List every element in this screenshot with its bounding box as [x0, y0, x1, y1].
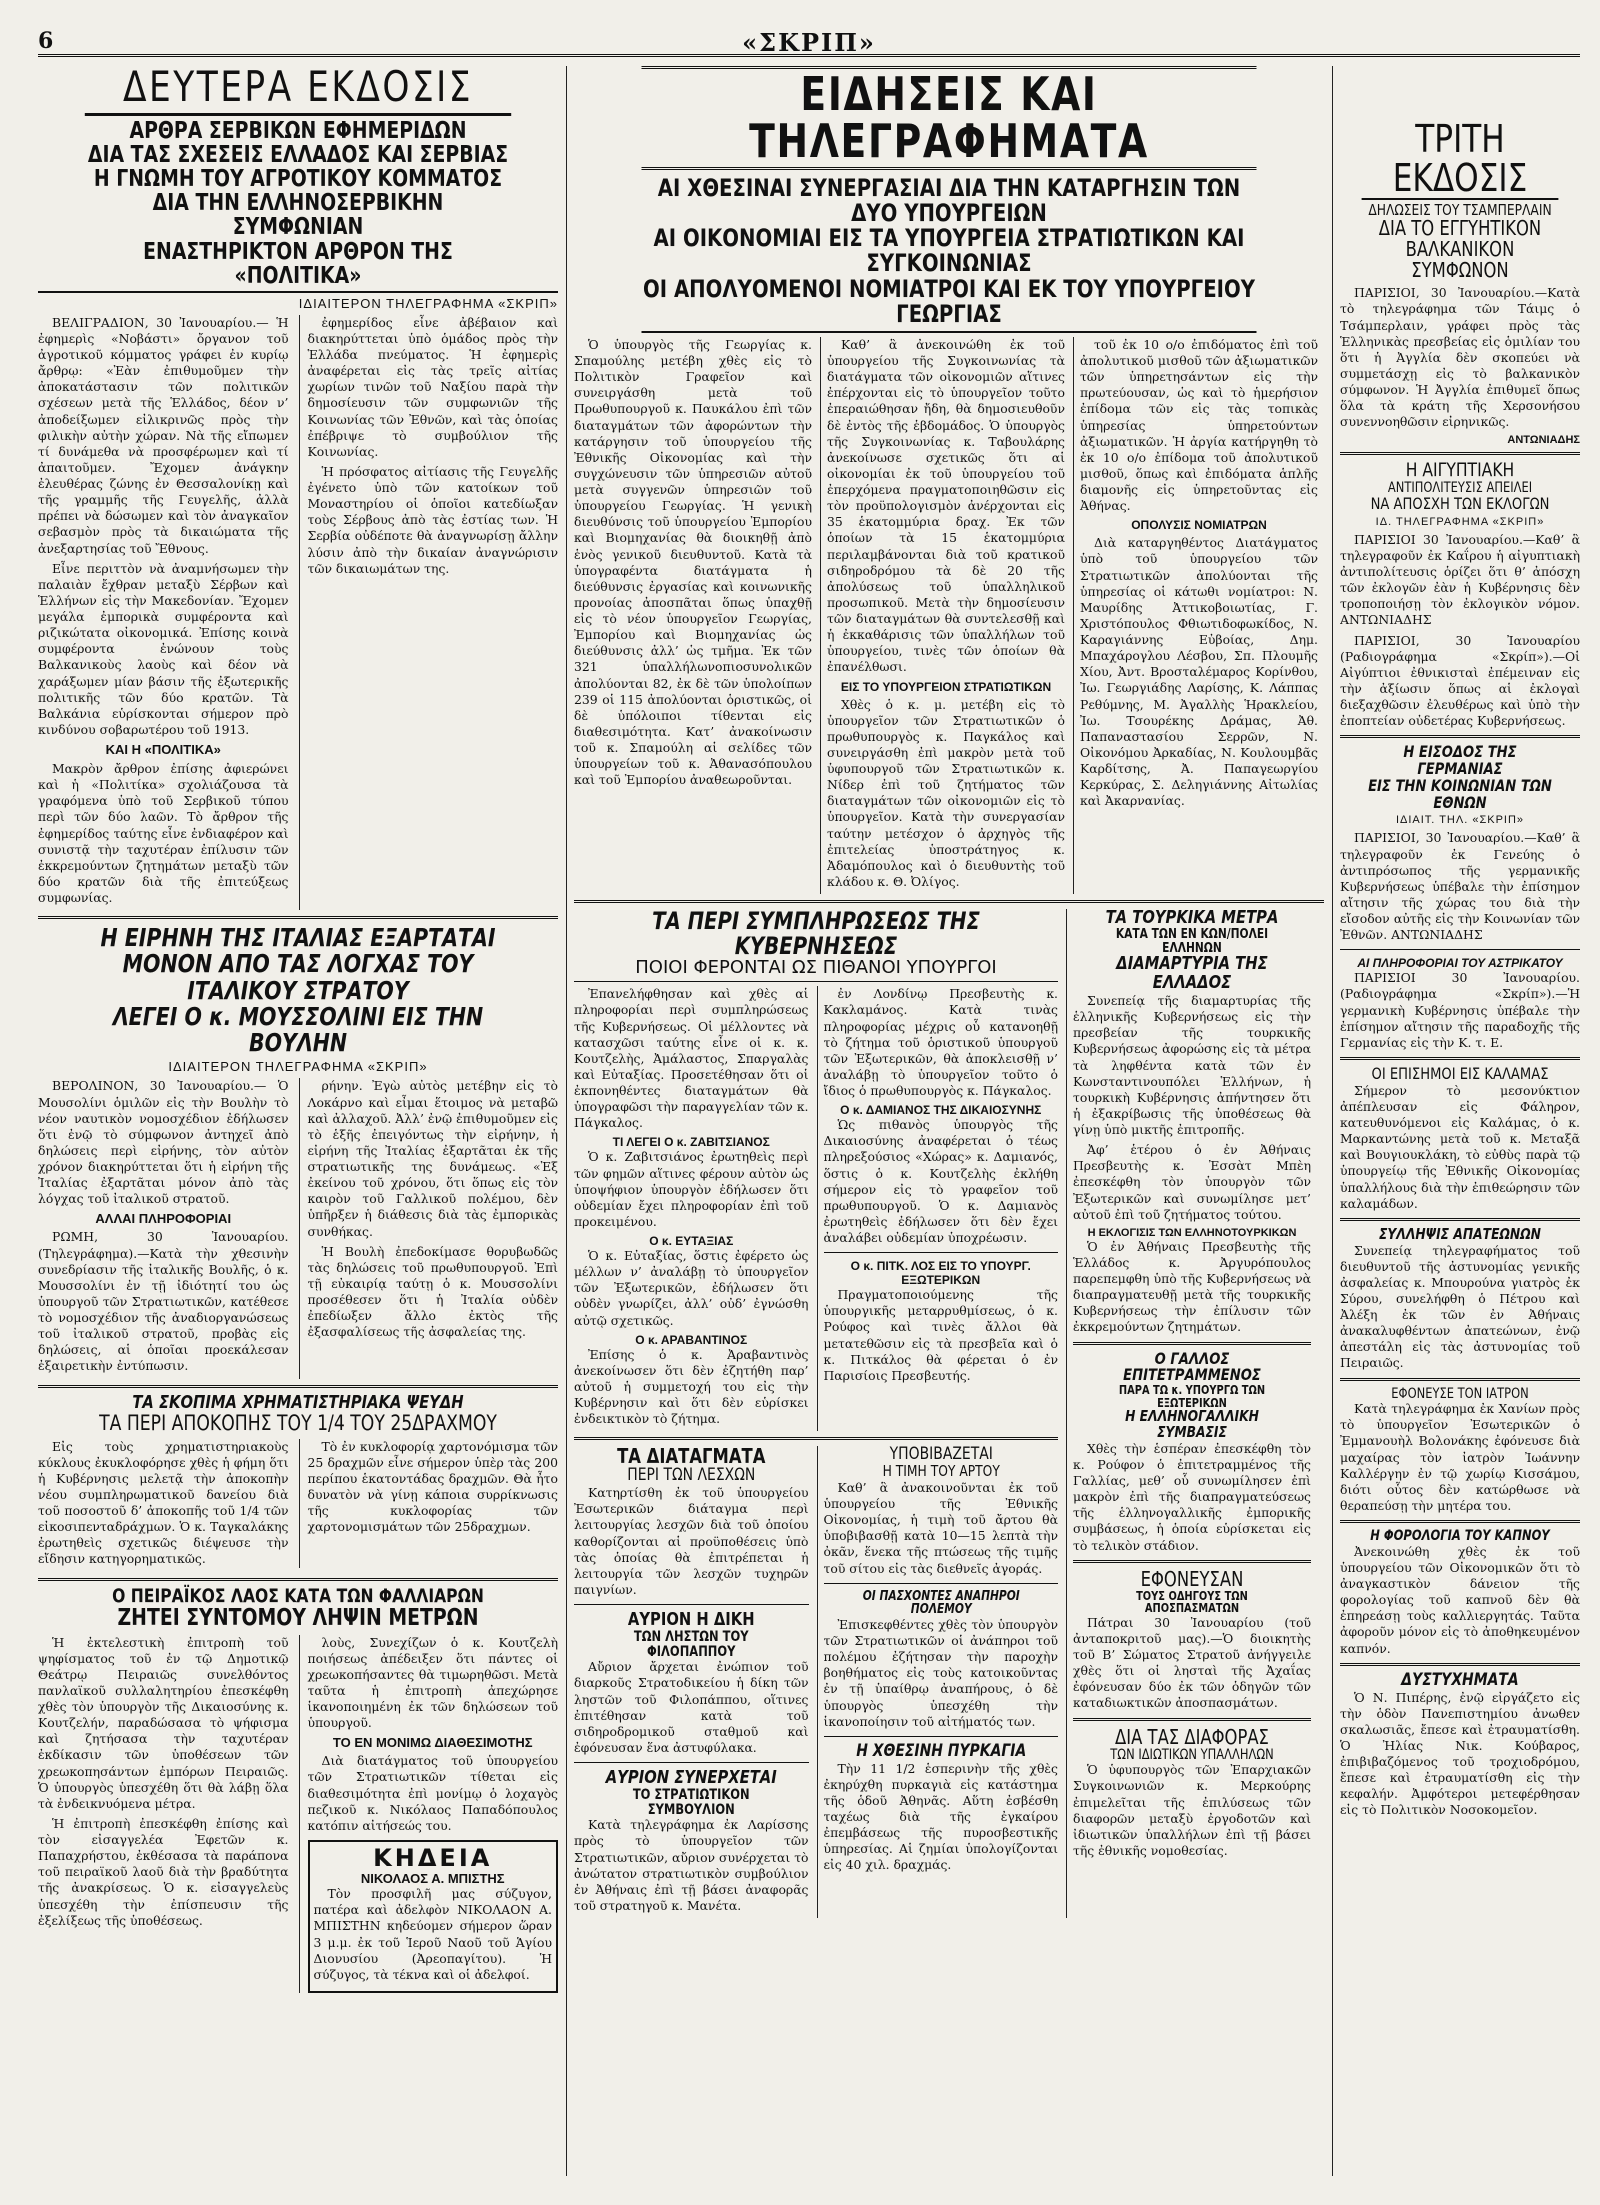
germany-credit: ΙΔΙΑΙΤ. ΤΗΛ. «ΣΚΡΙΠ» — [1395, 814, 1525, 827]
stock-headline: ΤΑ ΠΕΡΙ ΑΠΟΚΟΠΗΣ ΤΟΥ 1/4 ΤΟΥ 25ΔΡΑΧΜΟΥ — [99, 1411, 497, 1436]
cabinet-body: ἐν Λονδίνῳ Πρεσβευτὴς κ. Κακλαμάνος. Κατὰ τινὰς πληροφορίας μέχρις οὗ κατανοηθῇ τὸ ζήτημα τοῦ ὁριστικοῦ ὑπουργοῦ τῶν Ἐξωτερικῶν, θὰ ἀποκλεισθῇ ν’ ἀναλάβῃ τὸ ὑπουργεῖον τοῦτο ὁ ἴδιος ὁ πρωθυπουργὸς κ. Πάγκαλος. — [823, 986, 1058, 1099]
elev-heading: Η ΕΚΛΟΓΙΣΙΣ ΤΩΝ ΕΛΛΗΝΟΤΟΥΡΚΙΚΩΝ — [1087, 1226, 1297, 1239]
serbian-credit: ΙΔΙΑΙΤΕΡΟΝ ΤΗΛΕΓΡΑΦΗΜΑ «ΣΚΡΙΠ» — [298, 295, 558, 311]
egypt-credit: ΙΔ. ΤΗΛΕΓΡΑΦΗΜΑ «ΣΚΡΙΠ» — [1375, 515, 1545, 528]
piraeus-body: Ἡ ἐπιτροπὴ ἐπεσκέφθη ἐπίσης καὶ τὸν εἰσαγγελέα Ἐφετῶν κ. Παπαχρήστου, ἐκθέσασα τὰ παράπονα τοῦ πειραϊκοῦ λαοῦ διὰ τὴν βραδύτητα τῆς ἀνακρίσεως. Ὁ κ. εἰσαγγελεὺς ὑπεσχέθη τὴν ἐπίσπευσιν τῆς ἐξελίξεως τῆς ὑποθέσεως. — [38, 1815, 289, 1928]
tobacco-body: Ἀνεκοινώθη χθὲς ἐκ τοῦ ὑπουργείου τῶν Οἰκονομικῶν ὅτι τὸ ἀναγκαστικὸν δάνειον τῆς φορολογίας τοῦ καπνοῦ δὲν θὰ ἐπηρεάσῃ τοὺς καλλιεργητάς. Ταῦτα ἀφοροῦν μόνον εἰς τὸ ἀποθηκευμένον καπνόν. — [1340, 1543, 1580, 1656]
turkey-body: Συνεπείᾳ τῆς διαμαρτυρίας τῆς ἑλληνικῆς Κυβερνήσεως εἰς τὴν πρεσβείαν τῆς τουρκικῆς Κυβερνήσεως ἀφορώσης εἰς τὰ μέτρα τὰ ληφθέντα κατὰ τῶν ἐν Κωνσταντινουπόλει Ἑλλήνων, ἡ τουρκικὴ Κυβέρνησις ἀπήντησεν ὅτι ἡ ἐξακρίβωσις τῆς ὑποθέσεως θὰ γίνῃ ὑπὸ μικτῆς ἐπιτροπῆς. — [1073, 993, 1311, 1138]
germany-headline: Η ΕΙΣΟΔΟΣ ΤΗΣ ΓΕΡΜΑΝΙΑΣ — [1403, 742, 1517, 779]
serbian-headline-line: ΑΡΘΡΑ ΣΕΡΒΙΚΩΝ ΕΦΗΜΕΡΙΔΩΝ — [129, 117, 467, 144]
clubs-body: Κατηρτίσθη ἐκ τοῦ ὑπουργείου Ἐσωτερικῶν διάταγμα περὶ λειτουργίας λεσχῶν διὰ τοῦ ὁποίου καθορίζονται αἱ προϋποθέσεις ὑπὸ τὰς ὁποίας θὰ ἐπιτρέπεται ἡ λειτουργία τῶν λεσχῶν τυχηρῶν παιγνίων. — [574, 1485, 809, 1597]
french-headline: ΠΑΡΑ ΤΩ κ. ΥΠΟΥΡΓΩ ΤΩΝ ΕΞΩΤΕΡΙΚΩΝ — [1118, 1383, 1266, 1410]
arav-heading: Ο κ. ΑΡΑΒΑΝΤΙΝΟΣ — [635, 1332, 748, 1347]
serbian-body: Εἶνε περιττὸν νὰ ἀναμνήσωμεν τὴν παλαιὰν ἔχθραν μεταξὺ Σέρβων καὶ Ἑλλήνων εἰς τὴν Μακεδονίαν. Ἔχομεν μεγάλα ἐμπορικὰ συμφέροντα καὶ ριζικώτατα οἰκονομικά. Ἐπίσης κοινὰ συμφέροντα ἐνώνουν τοὺς Βαλκανικοὺς λαοὺς καὶ δέον νὰ χαράξωμεν μίαν βάσιν τῆς ἐξωτερικῆς πολιτικῆς τῶν δύο κρατῶν. Τὰ Βαλκάνια εὑρίσκονται σήμερον πρὸ κινδύνου σοβαρωτέρου τοῦ 1913. — [38, 560, 289, 737]
army-heading: ΕΙΣ ΤΟ ΥΠΟΥΡΓΕΙΟΝ ΣΤΡΑΤΙΩΤΙΚΩΝ — [840, 679, 1052, 694]
war-headline: ΟΙ ΠΑΣΧΟΝΤΕΣ ΑΝΑΠΗΡΟΙ ΠΟΛΕΜΟΥ — [862, 1588, 1020, 1618]
serbian-headline — [38, 116, 558, 293]
egypt-headline: ΝΑ ΑΠΟΣΧΗ ΤΩΝ ΕΚΛΟΓΩΝ — [1370, 494, 1550, 513]
piraeus-headline: ΖΗΤΕΙ ΣΥΝΤΟΜΟΥ ΛΗΨΙΝ ΜΕΤΡΩΝ — [117, 1605, 479, 1632]
employees-body: Ὁ ὑφυπουργὸς τῶν Ἐπαρχιακῶν Συγκοινωνιῶν κ. Μερκούρης ἐπιμελεῖται τῆς ἐπιλύσεως τῶν διαφορῶν μεταξὺ ἐργοδοτῶν καὶ ἰδιωτικῶν ὑπαλλήλων ἐπὶ τῇ βάσει τῆς ἐθνικῆς νομοθεσίας. — [1073, 1762, 1311, 1858]
turkey-headline: ΤΑ ΤΟΥΡΚΙΚΑ ΜΕΤΡΑ — [1105, 907, 1279, 929]
council-body: Κατὰ τηλεγράφημα ἐκ Λαρίσσης πρὸς τὸ ὑπουργεῖον τῶν Στρατιωτικῶν, αὔριον συνέρχεται τὸ ἀνώτατον στρατιωτικὸν συμβούλιον ἐν Ἀθήναις ἐπὶ τῇ βάσει ἀναφορᾶς τοῦ στρατηγοῦ κ. Μανέτα. — [574, 1817, 809, 1913]
bread-body: Καθ’ ἃ ἀνακοινοῦνται ἐκ τοῦ ὑπουργείου τῆς Ἐθνικῆς Οἰκονομίας, ἡ τιμὴ τοῦ ἄρτου θὰ ὑποβιβασθῇ κατὰ 10—15 λεπτὰ τὴν ὀκᾶν, ἕνεκα τῆς πτώσεως τῆς τιμῆς τοῦ σίτου εἰς τὰς διεθνεῖς ἀγοράς. — [823, 1479, 1058, 1576]
egypt-headline: Η ΑΙΓΥΠΤΙΑΚΗ — [1405, 459, 1515, 482]
cabinet-headline: ΤΑ ΠΕΡΙ ΣΥΜΠΛΗΡΩΣΕΩΣ ΤΗΣ ΚΥΒΕΡΝΗΣΕΩΣ — [652, 907, 980, 961]
cabinet-body: Ἐπίσης ὁ κ. Ἀραβαντινὸς ἀνεκοίνωσεν ὅτι δὲν ἐζητήθη παρ’ αὐτοῦ ἡ συμμετοχή του εἰς τὴν Κυβέρνησιν καὶ ὅτι δὲν εὑρίσκει ἐνδεικτικὸν τὸ ζήτημα. — [574, 1346, 809, 1427]
council-headline: ΤΟ ΣΤΡΑΤΙΩΤΙΚΟΝ ΣΥΜΒΟΥΛΙΟΝ — [632, 1786, 750, 1818]
news-banner: ΕΙΔΗΣΕΙΣ ΚΑΙ ΤΗΛΕΓΡΑΦΗΜΑΤΑ — [642, 66, 1257, 170]
funeral-body: Τὸν προσφιλῆ μας σύζυγον, πατέρα καὶ ἀδελφὸν ΝΙΚΟΛΑΟΝ Α. ΜΠΙΣΤΗΝ κηδεύομεν σήμερον ὥραν 3 μ.μ. ἐκ τοῦ Ἱεροῦ Ναοῦ τοῦ Ἁγίου Διονυσίου (Ἀρεοπαγίτου). Ἡ σύζυγος, τὰ τέκνα καὶ οἱ ἀδελφοί. — [313, 1886, 552, 1982]
italy-body: ΒΕΡΟΛΙΝΟΝ, 30 Ἰανουαρίου.— Ὁ Μουσολίνι ὁμιλῶν εἰς τὴν Βουλὴν τὸ νέον ναυτικὸν νομοσχέδιον ἐδήλωσεν ὅτι ἐνῷ τὸ σύμφωνον ἀντηχεῖ ἀπὸ δηλώσεις περὶ εἰρήνης, τὸν αὐτὸν χρόνον διακηρύττεται ὅτι ἡ εἰρήνη τῆς Ἰταλίας ἐξαρτᾶται μόνον ἀπὸ τὰς λόγχας τοῦ ἰταλικοῦ στρατοῦ. — [38, 1078, 289, 1207]
french-body: Χθὲς τὴν ἑσπέραν ἐπεσκέφθη τὸν κ. Ρούφον ὁ ἐπιτετραμμένος τῆς Γαλλίας, μεθ’ οὗ συνωμίλησεν ἐπὶ μακρὸν ἐπὶ τῆς διαπραγματεύσεως τῆς ἑλληνογαλλικῆς ἐμπορικῆς συμβάσεως, ἡ ὁποία εὑρίσκεται εἰς τὸ τελικὸν στάδιον. — [1073, 1440, 1311, 1553]
stock-headline: ΤΑ ΣΚΟΠΙΜΑ ΧΡΗΜΑΤΙΣΤΗΡΙΑΚΑ ΨΕΥΔΗ — [132, 1391, 464, 1413]
fire-headline: Η ΧΘΕΣΙΝΗ ΠΥΡΚΑΓΙΑ — [855, 1740, 1026, 1761]
murder-headline: ΕΦΟΝΕΥΣΑΝ — [1140, 1566, 1244, 1591]
tplis-heading: Ο κ. ΠΙΤΚ. ΛΟΣ ΕΙΣ ΤΟ ΥΠΟΥΡΓ. ΕΞΩΤΕΡΙΚΩΝ — [850, 1259, 1031, 1288]
serbian-headline-line: ΔΙΑ ΤΗΝ ΕΛΛΗΝΟΣΕΡΒΙΚΗΝ ΣΥΜΦΩΝΙΑΝ — [152, 190, 444, 241]
astronomy-body: ΠΑΡΙΣΙΟΙ 30 Ἰανουαρίου. (Ραδιογράφημα «Σκρίπ»).—Ἡ γερμανικὴ Κυβέρνησις ὑπέβαλε τὴν ἐπίσημον αἴτησιν τῆς παραδοχῆς τῆς Γερμανίας εἰς τὴν Κ. τ. Ε. — [1340, 970, 1580, 1050]
tobacco-headline: Η ΦΟΡΟΛΟΓΙΑ ΤΟΥ ΚΑΠΝΟΥ — [1370, 1528, 1550, 1545]
bandits-headline: ΤΩΝ ΛΗΣΤΩΝ ΤΟΥ ΦΙΛΟΠΑΠΠΟΥ — [633, 1628, 749, 1660]
germany-body: ΠΑΡΙΣΙΟΙ, 30 Ἰανουαρίου.—Καθ’ ἃ τηλεγραφοῦν ἐκ Γενεύης ὁ ἀντιπρόσωπος τῆς γερμανικῆς Κυβερνήσεως ὑπέβαλε τὴν ἐπίσημον αἴτησιν τῆς χώρας του διὰ τὴν εἴσοδον αὐτῆς εἰς τὴν Κοινωνίαν τῶν Ἐθνῶν. ΑΝΤΩΝΙΑΔΗΣ — [1340, 830, 1580, 943]
retire-heading: ΤΟ ΕΝ ΜΟΝΙΜΩ ΔΙΑΘΕΣΙΜΟΤΗΣ — [332, 1735, 533, 1751]
serbian-body: ΒΕΛΙΓΡΑΔΙΟΝ, 30 Ἰανουαρίου.— Ἡ ἐφημερὶς «Νοβάστι» ὄργανον τοῦ ἀγροτικοῦ κόμματος γράφει ἐν κυρίῳ ἄρθρῳ: «Ἐὰν ἐπιθυμοῦμεν τὴν ἀποκατάστασιν τῶν πολιτικῶν σχέσεων μετὰ τῆς Ἑλλάδος, δέον ν’ ἀποδείξωμεν εἰλικρινῶς πρὸς τὴν φιλικὴν αὐτὴν χώραν. Νὰ τῆς εἴπωμεν τί δυνάμεθα νὰ προσφέρωμεν καὶ τί ἀπαιτοῦμεν. Ἔχομεν ἀνάγκην ἐλευθέρας ζώνης ἐν Θεσσαλονίκῃ καὶ τῆς γραμμῆς τῆς Γευγελῆς, ἀλλὰ πρέπει νὰ δώσωμεν καὶ τὸν ἀναγκαῖον σεβασμὸν πρὸς τὰ δικαιώματα τῆς ἀνεξαρτησίας τοῦ Ἔθνους. — [38, 314, 289, 556]
doctor-headline: ΕΦΟΝΕΥΣΕ ΤΟΝ ΙΑΤΡΟΝ — [1391, 1385, 1529, 1402]
war-body: Ἐπισκεφθέντες χθὲς τὸν ὑπουργὸν τῶν Στρατιωτικῶν οἱ ἀνάπηροι τοῦ πολέμου ἐζήτησαν τὴν παροχὴν βοηθήματος εἰς τοὺς κατοικοῦντας ἐν τῇ ὑπαίθρῳ ἀναπήρους, ὁ δὲ ὑπουργὸς ὑπεσχέθη τὴν ἱκανοποίησιν τοῦ αἰτήματός των. — [823, 1616, 1058, 1729]
cabinet-body: Ἐπανελήφθησαν καὶ χθὲς αἱ πληροφορίαι περὶ συμπληρώσεως τῆς Κυβερνήσεως. Οἱ μέλλοντες νὰ κατασχῶσι ταύτης εἶνε οἱ κ. κ. Κουτζελὴς, Ἀμάλαστος, Σπαργαλὰς καὶ Εὐταξίας. Προσετέθησαν ὅτι οἱ ἐκπονηθέντες διαταγμάτων θὰ ὑπογραφῶσι τὴν παραγγελίαν τῶν κ. Πάγκαλος. — [574, 986, 809, 1131]
cabinet-body: Ὁ κ. Ζαβιτσιάνος ἐρωτηθεὶς περὶ τῶν φημῶν αἵτινες φέρουν αὐτὸν ὡς ὑποψήφιον ὑπουργὸν ἐδήλωσεν ὅτι οὐδεμίαν ἔχει πληροφορίαν ἐπὶ τοῦ προκειμένου. — [574, 1149, 809, 1229]
politika-heading: ΚΑΙ Η «ΠΟΛΙΤΙΚΑ» — [105, 742, 221, 758]
french-headline: Ο ΓΑΛΛΟΣ ΕΠΙΤΕΤΡΑΜΜΕΝΟΣ — [1123, 1348, 1261, 1385]
murder-body: Πάτραι 30 Ἰανουαρίου (τοῦ ἀνταποκριτοῦ μας).—Ὁ διοικητὴς τοῦ Β’ Σώματος Στρατοῦ ἀνήγγειλε χθὲς ὅτι οἱ λησταὶ τῆς Ἀχαΐας ἐφόνευσαν δύο ἐκ τῶν ὁδηγῶν τῶν καταδιωκτικῶν ἀποσπασμάτων. — [1073, 1614, 1311, 1711]
serbian-body: Ἡ πρόσφατος αἰτίασις τῆς Γευγελῆς ἐγένετο ὑπὸ τῶν κατοίκων τοῦ Μοναστηρίου οἱ ὁποῖοι κατεδίωξαν τοὺς Σέρβους ἀπὸ τὰς ἐστίας των. Ἡ Σερβία οὐδέποτε θὰ ἀναγνωρίσῃ ἄλλην λύσιν ἀπὸ τὴν δικαίαν ἀναγνώρισιν τῶν δικαιωμάτων της. — [307, 463, 558, 576]
swindlers-headline: ΣΥΛΛΗΨΙΣ ΑΠΑΤΕΩΝΩΝ — [1378, 1224, 1541, 1243]
funeral-notice — [308, 1840, 559, 1993]
zab-heading: ΤΙ ΛΕΓΕΙ Ο κ. ΖΑΒΙΤΣΙΑΝΟΣ — [612, 1135, 770, 1150]
kalamas-headline: ΟΙ ΕΠΙΣΗΜΟΙ ΕΙΣ ΚΑΛΑΜΑΣ — [1371, 1063, 1549, 1083]
balkan-body: ΠΑΡΙΣΙΟΙ, 30 Ἰανουαρίου.—Κατὰ τὸ τηλεγράφημα τῶν Τάιμς ὁ Τσάμπερλαιν, γράφει πρὸς τὰς Ἑλληνικὰς πρεσβείας εἰς ὁμιλίαν του ὅτι ἡ Ἀγγλία δὲν σκοπεύει νὰ συμμετάσχῃ εἰς τὸ βαλκανικὸν σύμφωνον. Ἡ Ἀγγλία ἐπιθυμεῖ ὅπως ὅλα τὰ κράτη τῆς Χερσονήσου συνεννοηθῶσιν εἰρηνικῶς. — [1340, 285, 1580, 430]
ministries-body: Διὰ καταργηθέντος Διατάγματος ὑπὸ τοῦ ὑπουργείου τῶν Στρατιωτικῶν ἀπολύονται τῆς ὑπηρεσίας οἱ κάτωθι νομίατροι: Ν. Μαυρίδης Ἀττικοβοιωτίας, Γ. Χριστόπουλος Φθιωτιδοφωκίδος, Ν. Καραγιάννης Εὐβοίας, Δημ. Μπαχάρογλου Λέσβου, Σπ. Πλουμῆς Χίου, Ἀντ. Βροσταλέμαρος Κορίνθου, Ἰω. Γεωργιάδης Λαρίσης, Κ. Λάππας Ρεθύμνης, Μ. Ἀγαλλὴς Ἡρακλείου, Ἰω. Τσουρέκης Δράμας, Ἀθ. Παπαναστασίου Σερρῶν, Ν. Οἰκονόμου Ἀρκαδίας, Ν. Κουλουμβᾶς Καρδίτσης, Ἀ. Παπαγεωργίου Κερκύρας, Σ. Δεληγιάννης Αἰτωλίας καὶ Ἀκαρνανίας. — [1080, 535, 1318, 809]
masthead — [38, 28, 1580, 57]
serbian-headline-line: Η ΓΝΩΜΗ ΤΟΥ ΑΓΡΟΤΙΚΟΥ ΚΟΜΜΑΤΟΣ — [93, 166, 503, 193]
clubs-headline: ΤΑ ΔΙΑΤΑΓΜΑΤΑ — [617, 1444, 766, 1469]
italy-headline-line: Η ΕΙΡΗΝΗ ΤΗΣ ΙΤΑΛΙΑΣ ΕΞΑΡΤΑΤΑΙ — [100, 923, 496, 953]
piraeus-headline: Ο ΠΕΙΡΑΪΚΟΣ ΛΑΟΣ ΚΑΤΑ ΤΩΝ ΦΑΛΛΙΑΡΩΝ — [112, 1584, 484, 1607]
ministries-body: Χθὲς ὁ κ. μ. μετέβη εἰς τὸ ὑπουργεῖον τῶν Στρατιωτικῶν ὁ πρωθυπουργὸς κ. Παγκάλος καὶ συνειργάσθη ἐπὶ μακρὸν μετὰ τοῦ ὑφυπουργοῦ τῶν Στρατιωτικῶν κ. Νίδερ ἐπὶ τοῦ ζητήματος τῶν διαταγμάτων τῶν οἰκονομιῶν εἰς τὸ ὑπουργεῖον. Κατὰ τὴν συνεργασίαν ταύτην μετέσχον ὁ ἀρχηγὸς τῆς ἐπιτελείας ὑποστράτηγος κ. Ἀδαμόπουλος καὶ ὁ διευθυντὴς τοῦ κλάδου κ. Θ. Ὀλίγος. — [827, 696, 1065, 889]
serbian-headline-line: ΕΝΑΣΤΗΡΙΚΤΟΝ ΑΡΘΡΟΝ ΤΗΣ «ΠΟΛΙΤΙΚΑ» — [143, 238, 453, 289]
cabinet-body: Ὁ κ. Εὐταξίας, ὅστις ἐφέρετο ὡς μέλλων ν’ ἀναλάβῃ τὸ ὑπουργεῖον τῶν Ἐξωτερικῶν, ἐδήλωσεν ὅτι οὐδὲν γνωρίζει, ἀλλ’ οὐδ’ ἐγνώσθη αὐτῷ σχετικῶς. — [574, 1248, 809, 1328]
serbian-body: ἐφημερίδος εἶνε ἀβέβαιον καὶ διακηρύττεται ὑπὸ ὁμάδος πρὸς τὴν Ἑλλάδα πνεύματος. Ἡ ἐφημερὶς ἀναφέρεται εἰς τὰς τρεῖς αἰτίας χωρίων τινῶν τοῦ Ναξίου παρὰ τὴν δημοσίευσιν τῶν συμφωνιῶν τῆς Κοινωνίας τῶν Ἐθνῶν, καὶ τὰς ὁποίας ἐπέβριψε τὸ συμβούλιον τῆς Κοινωνίας. — [307, 314, 558, 459]
french-headline: Η ΕΛΛΗΝΟΓΑΛΛΙΚΗ ΣΥΜΒΑΣΙΣ — [1125, 1407, 1259, 1442]
italy-body: Ἡ Βουλὴ ἐπεδοκίμασε θορυβωδῶς τὰς δηλώσεις τοῦ πρωθυπουργοῦ. Ἐπὶ τῇ εὐκαιρίᾳ ταύτῃ ὁ κ. Μουσσολίνι προσέθεσεν ὅτι ἡ Ἰταλία οὐδὲν ἐπεδίωξεν ἄλλο ἐκτὸς τῆς ἐξασφαλίσεως τῆς ἀσφαλείας της. — [307, 1243, 558, 1340]
piraeus-body: Ἡ ἐκτελεστικὴ ἐπιτροπὴ τοῦ ψηφίσματος τοῦ ἐν τῷ Δημοτικῷ Θεάτρῳ Πειραιῶς συνελθόντος πανλαϊκοῦ συλλαλητηρίου ἐπεσκέφθη χθὲς τὸν ὑπουργὸν τῆς Δικαιοσύνης κ. Κουτζελήν, παραδώσασα τὸ ψήφισμα καὶ ζητήσασα τὴν ταχυτέραν ἐκδίκασιν τῶν ὑποθέσεων τῶν χρεωκοπησάντων ἐμπόρων Πειραιῶς. Ὁ ὑπουργὸς ὑπεσχέθη ὅτι θὰ λάβῃ ὅλα τὰ ἐνδεικνυόμενα μέτρα. — [38, 1634, 289, 1811]
balkan-headline: ΒΑΛΚΑΝΙΚΟΝ ΣΥΜΦΩΝΟΝ — [1405, 237, 1515, 283]
italy-headline-line: ΜΟΝΟΝ ΑΠΟ ΤΑΣ ΛΟΓΧΑΣ ΤΟΥ ΙΤΑΛΙΚΟΥ ΣΤΡΑΤΟΥ — [122, 949, 474, 1005]
balkan-headline: ΔΗΛΩΣΕΙΣ ΤΟΥ ΤΣΑΜΠΕΡΛΑΙΝ — [1368, 200, 1552, 219]
misfortune-body: Ὁ Ν. Πιπέρης, ἐνῷ εἰργάζετο εἰς τὴν ὁδὸν Πανεπιστημίου ἀνωθεν σκαλωσιᾶς, ἔπεσε καὶ ἐτραυματίσθη. Ὁ Ἠλίας Νικ. Κούβαρος, ἐπιβιβαζόμενος τοῦ τροχιοδρόμου, ἔπεσε καὶ ἐτραυματίσθη εἰς τὴν κεφαλήν. Ἀμφότεροι μετεφέρθησαν εἰς τὸ Πολιτικὸν Νοσοκομεῖον. — [1340, 1689, 1580, 1818]
bread-headline: ΥΠΟΒΙΒΑΖΕΤΑΙ — [889, 1444, 993, 1465]
italy-other-heading: ΑΛΛΑΙ ΠΛΗΡΟΦΟΡΙΑΙ — [95, 1211, 232, 1227]
council-headline: ΑΥΡΙΟΝ ΣΥΝΕΡΧΕΤΑΙ — [605, 1767, 777, 1789]
ministries-body: Καθ’ ἃ ἀνεκοινώθη ἐκ τοῦ ὑπουργείου τῆς Συγκοινωνίας τὰ διατάγματα τῶν οἰκονομιῶν αἵτινες ἐπέρχονται εἰς τὸ ὑπουργεῖον τοῦτο ἐπεραιώθησαν ἤδη, θὰ δημοσιευθοῦν δὲ ἐντὸς τῆς ἑβδομάδος. Ὁ ὑπουργὸς τῆς Συγκοινωνίας κ. Ταβουλάρης ἀνεκοίνωσε σχετικῶς ὅτι αἱ οἰκονομίαι ἐκ τοῦ ὑπουργείου τοῦ ἐπερχόμενα πραγματοποιηθῶσιν εἰς τὸν προϋπολογισμὸν ἀνέρχονται εἰς 35 ἑκατομμύρια δραχ. Ἐκ τῶν ὁποίων τὰ 15 ἑκατομμύρια περιλαμβάνονται διὰ τοῦ κρατικοῦ σιδηροδρόμου τὰ δὲ 20 τῆς ἀπολύσεως τοῦ ὑπαλληλικοῦ προσωπικοῦ. Μετὰ τὴν δημοσίευσιν τῶν διαταγμάτων θὰ συντελεσθῇ καὶ ἡ ἐκκαθάρισις τῶν ὑπαλλήλων τοῦ ὑπουργείου, τινὲς τῶν ὁποίων θὰ ἐπανέλθωσι. — [827, 336, 1065, 675]
italy-body: ΡΩΜΗ, 30 Ἰανουαρίου. (Τηλεγράφημα).—Κατὰ τὴν χθεσινὴν συνεδρίασιν τῆς ἰταλικῆς Βουλῆς, ὁ κ. Μουσσολίνι ἐν τῇ ἰδιότητί του ὡς ὑπουργοῦ τῶν Στρατιωτικῶν, κατέθεσε τὸ νομοσχέδιον τῆς ἀναδιοργανώσεως τοῦ ἰταλικοῦ στρατοῦ, προβὰς εἰς δηλώσεις, αἱ ὁποῖαι προεκάλεσαν ἐξαιρετικὴν ἐντύπωσιν. — [38, 1229, 289, 1374]
misfortune-headline: ΔΥΣΤΥΧΗΜΑΤΑ — [1401, 1669, 1519, 1690]
germany-headline: ΕΙΣ ΤΗΝ ΚΟΙΝΩΝΙΑΝ ΤΩΝ ΕΘΝΩΝ — [1368, 775, 1552, 812]
funeral-headline: ΚΗΔΕΙΑ — [373, 1843, 493, 1872]
bandits-body: Αὔριον ἄρχεται ἐνώπιον τοῦ διαρκοῦς Στρατοδικείου ἡ δίκη τῶν ληστῶν τοῦ Φιλοπάππου, οἵτινες ἐπιτέθησαν κατὰ τοῦ σιδηροδρομικοῦ σταθμοῦ καὶ ἐφόνευσαν ἕνα ἀστυφύλακα. — [574, 1659, 809, 1755]
stock-body: Τὸ ἐν κυκλοφορίᾳ χαρτονόμισμα τῶν 25 δραχμῶν εἶνε σήμερον ὑπὲρ τὰς 200 περίπου ἑκατοντάδας δραχμῶν. Θὰ ἦτο δυνατὸν νὰ γίνῃ κάποια συρρίκνωσις τῆς κυκλοφορίας τῶν χαρτονομισμάτων τῶν 25δραχμων. — [299, 1439, 559, 1568]
italy-headline — [38, 925, 558, 1056]
egypt-body: ΠΑΡΙΣΙΟΙ 30 Ἰανουαρίου.—Καθ’ ἃ τηλεγραφοῦν ἐκ Καΐρου ἡ αἰγυπτιακὴ ἀντιπολίτευσις ὁρίζει ὅτι θ’ ἀπόσχη τῶν ἐκλογῶν ἐὰν ἡ Κυβέρνησις δὲν τροποποιήσῃ τὸν ἐκλογικὸν νόμον. ΑΝΤΩΝΙΑΔΗΣ — [1340, 531, 1580, 628]
employees-headline: ΔΙΑ ΤΑΣ ΔΙΑΦΟΡΑΣ — [1115, 1724, 1269, 1749]
newspaper-name: «ΣΚΡΙΠ» — [742, 28, 876, 57]
balkan-credit: ΑΝΤΩΝΙΑΔΗΣ — [1507, 434, 1580, 447]
politika-body: Μακρὸν ἄρθρον ἐπίσης ἀφιερώνει καὶ ἡ «Πολιτίκα» σχολιάζουσα τὰ γραφόμενα ὑπὸ τοῦ Σερβικοῦ τύπου περὶ τῶν δύο λαῶν. Τὸ ἄρθρον τῆς ἐφημερίδος ταύτης εἶνε ἐνδιαφέρον καὶ συνιστᾷ τὴν ταχυτέραν ἐπίλυσιν τῶν ἐκκρεμούντων ζητημάτων μεταξὺ τῶν δύο κρατῶν διὰ τῆς ἐπιτεύξεως συμφωνίας. — [38, 761, 289, 906]
funeral-name: ΝΙΚΟΛΑΟΣ Α. ΜΠΙΣΤΗΣ — [360, 1871, 505, 1887]
employees-headline: ΤΩΝ ΙΔΙΩΤΙΚΩΝ ΥΠΑΛΛΗΛΩΝ — [1110, 1746, 1274, 1763]
fire-body: Τὴν 11 1/2 ἑσπερινὴν τῆς χθὲς ἐκηρύχθη πυρκαγιὰ εἰς κατάστημα τῆς ὁδοῦ Ἀθηνᾶς. Αὕτη ἐσβέσθη ταχέως διὰ τῆς ἐγκαίρου ἐπεμβάσεως τῆς πυροσβεστικῆς ὑπηρεσίας. Αἱ ζημίαι ὑπολογίζονται εἰς 40 χιλ. δραχμάς. — [823, 1760, 1058, 1873]
retire-body: Διὰ διατάγματος τοῦ ὑπουργείου τῶν Στρατιωτικῶν τίθεται εἰς διαθεσιμότητα ἐπὶ μονίμῳ ὁ λοχαγὸς πεζικοῦ κ. Νικόλαος Παπαδόπουλος κατόπιν αἰτήσεώς του. — [307, 1753, 558, 1833]
swindlers-body: Συνεπείᾳ τηλεγραφήματος τοῦ διευθυντοῦ τῆς ἀστυνομίας γενικῆς ἀσφαλείας κ. Μπουρούνα γιατρὸς ἐκ Σύρου, συνελήφθη ὁ Πέτρου καὶ Ἀλέξη ἐκ τῶν ἐν Ἀθήναις ἀνακαλυφθέντων ἀπατεώνων, ἐνῷ ἀπεστάλη εἰς τὰς ἀστυνομίας τοῦ Πειραιῶς. — [1340, 1242, 1580, 1371]
ministries-body: τοῦ ἐκ 10 ο/ο ἐπιδόματος ἐπὶ τοῦ ἀπολυτικοῦ μισθοῦ τῶν ἀξιωματικῶν τῶν ὑπηρετησάντων εἰς τὴν πρωτεύουσαν, ὡς καὶ τὸ ἡμερήσιον ἐπίδομα τῶν εἰς τὰς τοπικὰς ὑπηρεσίας ὑπηρετούντων ἀξιωματικῶν. Ἡ ἀργία κατήργηθη τὸ ἐκ 10 ο/ο ἐπίδομα τοῦ ἀπολυτικοῦ μισθοῦ, ὅπως καὶ ἐπιδόματα ἁπλῆς διαμονῆς εἰς ὑπηρετοῦντας εἰς Ἀθήνας. — [1080, 336, 1318, 514]
murder-headline: ΤΟΥΣ ΟΔΗΓΟΥΣ ΤΩΝ ΑΠΟΣΠΑΣΜΑΤΩΝ — [1136, 1588, 1248, 1616]
edition-title: ΔΕΥΤΕΡΑ ΕΚΔΟΣΙΣ — [85, 66, 511, 116]
doctor-body: Κατὰ τηλεγράφημα ἐκ Χανίων πρὸς τὸ ὑπουργεῖον Ἐσωτερικῶν ὁ Ἐμμανουὴλ Βολονάκης ἐφόνευσε διὰ μαχαίρας τὸν ἰατρὸν Ἰωάννην Καλλέργην ἐν τῷ χωρίῳ Κισσάμου, διότι οὗτος δὲν κατώρθωσε νὰ θεραπεύσῃ τὴν μητέρα του. — [1340, 1401, 1580, 1513]
ministries-headline: ΟΙ ΑΠΟΛΥΟΜΕΝΟΙ ΝΟΜΙΑΤΡΟΙ ΚΑΙ ΕΚ ΤΟΥ ΥΠΟΥΡΓΕΙΟΥ ΓΕΩΡΓΙΑΣ — [642, 277, 1257, 333]
italy-body: ρήνην. Ἐγὼ αὐτὸς μετέβην εἰς τὸ Λοκάρνο καὶ εἶμαι ἕτοιμος νὰ μεταβῶ καὶ ἀλλαχοῦ. Ἀλλ’ ἐνῷ ἐπιθυμοῦμεν εἰς τὸ ἑξῆς ἐπειγόντως τὴν εἰρήνην, ἡ εἰρήνη τῆς Ἰταλίας ἐξαρτᾶται ἐκ τῆς στρατιωτικῆς της δυνάμεως. «Ἐξ ἐκείνου τοῦ χρόνου, ὅτι ὅπως εἰς τὸν καιρὸν τοῦ Γαλλικοῦ πολέμου, δὲν ὑπῆρξεν ἡ διάθεσις διὰ τὰς ἐμπορικὰς συνθήκας. — [307, 1078, 558, 1239]
turkey-headline: ΔΙΑΜΑΡΤΥΡΙΑ ΤΗΣ ΕΛΛΑΔΟΣ — [1116, 953, 1268, 994]
stock-body: Εἰς τοὺς χρηματιστηριακοὺς κύκλους ἐκυκλοφόρησε χθὲς ἡ φήμη ὅτι ἡ Κυβέρνησις μελετᾷ τὴν ἀποκοπὴν νέου συμπληρωματικοῦ δανείου διὰ τοῦ ποσοστοῦ δ’ ἀποκοπῆς τοῦ 1/4 τῶν εἰκοσιπενταδράχμων. Ὁ κ. Ταγκαλάκης ἐρωτηθεὶς σχετικῶς διέψευσε τὴν εἴδησιν κατηγορηματικῶς. — [38, 1438, 289, 1567]
turkey-body: Ὁ ἐν Ἀθήναις Πρεσβευτὴς τῆς Ἑλλάδος κ. Ἀργυρόπουλος παρεπεμφθη ὑπὸ τῆς Κυβερνήσεως νὰ διαπραγματευθῇ μετὰ τῆς τουρκικῆς Κυβερνήσεως τὴν ἐπίλυσιν τῶν ἐκκρεμούντων ζητημάτων. — [1073, 1238, 1311, 1335]
turkey-headline: ΚΑΤΑ ΤΩΝ ΕΝ ΚΩΝ/ΠΟΛΕΙ ΕΛΛΗΝΩΝ — [1115, 926, 1269, 956]
dam-heading: Ο κ. ΔΑΜΙΑΝΟΣ ΤΗΣ ΔΙΚΑΙΟΣΥΝΗΣ — [840, 1103, 1042, 1118]
cabinet-body: Ὡς πιθανὸς ὑπουργὸς τῆς Δικαιοσύνης ἀναφέρεται ὁ τέως πληρεξούσιος «Χώρας» κ. Δαμιανός, ὅστις ὁ κ. Κουτζελὴς ἐκλήθη σήμερον εἰς τὸ γραφεῖον τοῦ πρωθυπουργοῦ. Ὁ κ. Δαμιανὸς ἐρωτηθεὶς ἐδήλωσεν ὅτι δὲν ἔχει ἀναλάβει οὐδεμίαν ὑποχρέωσιν. — [823, 1117, 1058, 1246]
left-section — [38, 66, 558, 2176]
kalamas-body: Σήμερον τὸ μεσονύκτιον ἀπέπλευσαν εἰς Φάληρον, κατευθυνόμενοι εἰς Καλάμας, ὁ κ. Μαρκαντώνης μετὰ τοῦ κ. Μεταξᾶ καὶ Βουγιουκλάκη, τὸ εὐθὺς παρὰ τῷ ὑπουργείῳ τῆς Ἐθνικῆς Οἰκονομίας ὑπαλλήλους διὰ τὴν ἐπιθεώρησιν τῶν καλαμάδων. — [1340, 1082, 1580, 1211]
bandits-headline: ΑΥΡΙΟΝ Η ΔΙΚΗ — [627, 1609, 755, 1631]
page-number: 6 — [38, 28, 54, 54]
serbian-headline-line: ΔΙΑ ΤΑΣ ΣΧΕΣΕΙΣ ΕΛΛΑΔΟΣ ΚΑΙ ΣΕΡΒΙΑΣ — [87, 141, 509, 168]
cabinet-subhead: ΠΟΙΟΙ ΦΕΡΟΝΤΑΙ ΩΣ ΠΙΘΑΝΟΙ ΥΠΟΥΡΓΟΙ — [574, 959, 1058, 982]
ministries-headline: ΑΙ ΧΘΕΣΙΝΑΙ ΣΥΝΕΡΓΑΣΙΑΙ ΔΙΑ ΤΗΝ ΚΑΤΑΡΓΗΣΙΝ ΤΩΝ ΔΥΟ ΥΠΟΥΡΓΕΙΩΝ — [657, 173, 1241, 227]
bread-headline: Η ΤΙΜΗ ΤΟΥ ΑΡΤΟΥ — [882, 1462, 1000, 1481]
ministries-headline: ΑΙ ΟΙΚΟΝΟΜΙΑΙ ΕΙΣ ΤΑ ΥΠΟΥΡΓΕΙΑ ΣΤΡΑΤΙΩΤΙΚΩΝ ΚΑΙ ΣΥΓΚΟΙΝΩΝΙΑΣ — [653, 224, 1245, 278]
ministries-body: Ὁ ὑπουργὸς τῆς Γεωργίας κ. Σπαμούλης μετέβη χθὲς εἰς τὸ Πολιτικὸν Γραφεῖον καὶ συνειργάσθη μετὰ τοῦ Πρωθυπουργοῦ κ. Παυκάλου ἐπὶ τῶν διαταγμάτων τῶν ἀφορώντων τὴν κατάργησιν τοῦ ὑπουργείου τῆς Ἐθνικῆς Οἰκονομίας καὶ τὴν συγχώνευσιν τῶν ὑπηρεσιῶν αὐτοῦ μετὰ συγγενῶν ὑπηρεσιῶν τοῦ ὑπουργείου Γεωργίας. Ἡ γενικὴ διευθύνσις τοῦ ὑπουργείου Ἐμπορίου καὶ Βιομηχανίας θὰ διοικηθῇ ἀπὸ ἑνὸς γενικοῦ διευθυντοῦ. Κατὰ τὰ ὑπογραφέντα διατάγματα ἡ διεύθυνσις ἐργασίας καὶ κοινωνικῆς προνοίας ἀποσπᾶται ὅπως ὑπαχθῇ εἰς τὸ νέον ὑπουργεῖον Γεωργίας, Ἐμπορίου καὶ Βιομηχανίας ὡς διεύθυνσις ἀλλ’ ὡς τμῆμα. Ἐκ τῶν 321 ὑπαλλήλωνοπιοσυνολικῶν ἀπολύονται 82, ἐκ δὲ τῶν ὑπολοίπων 239 οἱ 115 ἀπολύονται ὁριστικῶς, οἱ δὲ ὑπόλοιποι τίθενται εἰς διαθεσιμότητα. Κατ’ ἀνακοίνωσιν τοῦ κ. Σπαμούλη αἱ σελίδες τῶν ὑπουργείων τοῦ κ. Ἀθανασόπουλου καὶ τοῦ Ἐμπορίου ἀναθεωροῦνται. — [574, 336, 812, 788]
egypt-body: ΠΑΡΙΣΙΟΙ, 30 Ἰανουαρίου (Ραδιογράφημα «Σκρίπ»).—Οἱ Αἰγύπτιοι ἐθνικισταὶ ἐπέμειναν εἰς τὴν ἀξίωσιν ὅπως αἱ ἐκλογαὶ διεξαχθῶσιν ἐλευθέρως καὶ ὑπὸ τὴν ἐποπτείαν οὐδετέρας Κυβερνήσεως. — [1340, 632, 1580, 729]
right-section — [1340, 120, 1580, 2176]
tplis-body: Πραγματοποιούμενης τῆς ὑπουργικῆς μεταρρυθμίσεως, ὁ κ. Ρούφος καὶ τινὲς ἄλλοι θὰ μετατεθῶσιν εἰς τὰ πρεσβεῖα καὶ ὁ κ. Πιτκάλος θὰ φέρεται ὁ ἐν Παρισίοις Πρεσβευτής. — [823, 1287, 1058, 1383]
egypt-headline: ΑΝΤΙΠΟΛΙΤΕΥΣΙΣ ΑΠΕΙΛΕΙ — [1387, 480, 1533, 497]
italy-headline-line: ΛΕΓΕΙ Ο κ. ΜΟΥΣΣΟΛΙΝΙ ΕΙΣ ΤΗΝ ΒΟΥΛΗΝ — [112, 1001, 484, 1058]
astronomy-heading: ΑΙ ΠΛΗΡΟΦΟΡΙΑΙ ΤΟΥ ΑΣΤΡΙΚΑΤΟΥ — [1357, 956, 1563, 971]
eut-heading: Ο κ. ΕΥΤΑΞΙΑΣ — [649, 1234, 734, 1249]
piraeus-body: λοὺς, Συνεχίζων ὁ κ. Κουτζελὴ ποιήσεως ἀπέδειξεν ὅτι πάντες οἱ χρεωκοπήσαντες θὰ τιμωρηθῶσι. Μετὰ ταῦτα ἡ ἐπιτροπὴ ἀπεχώρησε ἱκανοποιημένη ἐκ τῶν δηλώσεων τοῦ ὑπουργοῦ. — [307, 1634, 558, 1731]
balkan-headline: ΔΙΑ ΤΟ ΕΓΓΥΗΤΙΚΟΝ — [1378, 216, 1542, 241]
center-section — [574, 66, 1324, 2176]
italy-credit: ΙΔΙΑΙΤΕΡΟΝ ΤΗΛΕΓΡΑΦΗΜΑ «ΣΚΡΙΠ» — [168, 1059, 428, 1075]
doctors-heading: ΟΠΟΛΥΣΙΣ ΝΟΜΙΑΤΡΩΝ — [1131, 518, 1267, 533]
clubs-headline: ΠΕΡΙ ΤΩΝ ΛΕΣΧΩΝ — [627, 1465, 756, 1486]
turkey-body: Ἀφ’ ἑτέρου ὁ ἐν Ἀθήναις Πρεσβευτὴς κ. Ἐσσὰτ Μπὲη ἐπεσκέφθη τὸν ὑπουργὸν τῶν Ἐξωτερικῶν καὶ συνωμίλησε μετ’ αὐτοῦ ἐπὶ τοῦ ζητήματος τούτου. — [1073, 1142, 1311, 1222]
third-edition-title: ΤΡΙΤΗ ΕΚΔΟΣΙΣ — [1362, 120, 1559, 200]
